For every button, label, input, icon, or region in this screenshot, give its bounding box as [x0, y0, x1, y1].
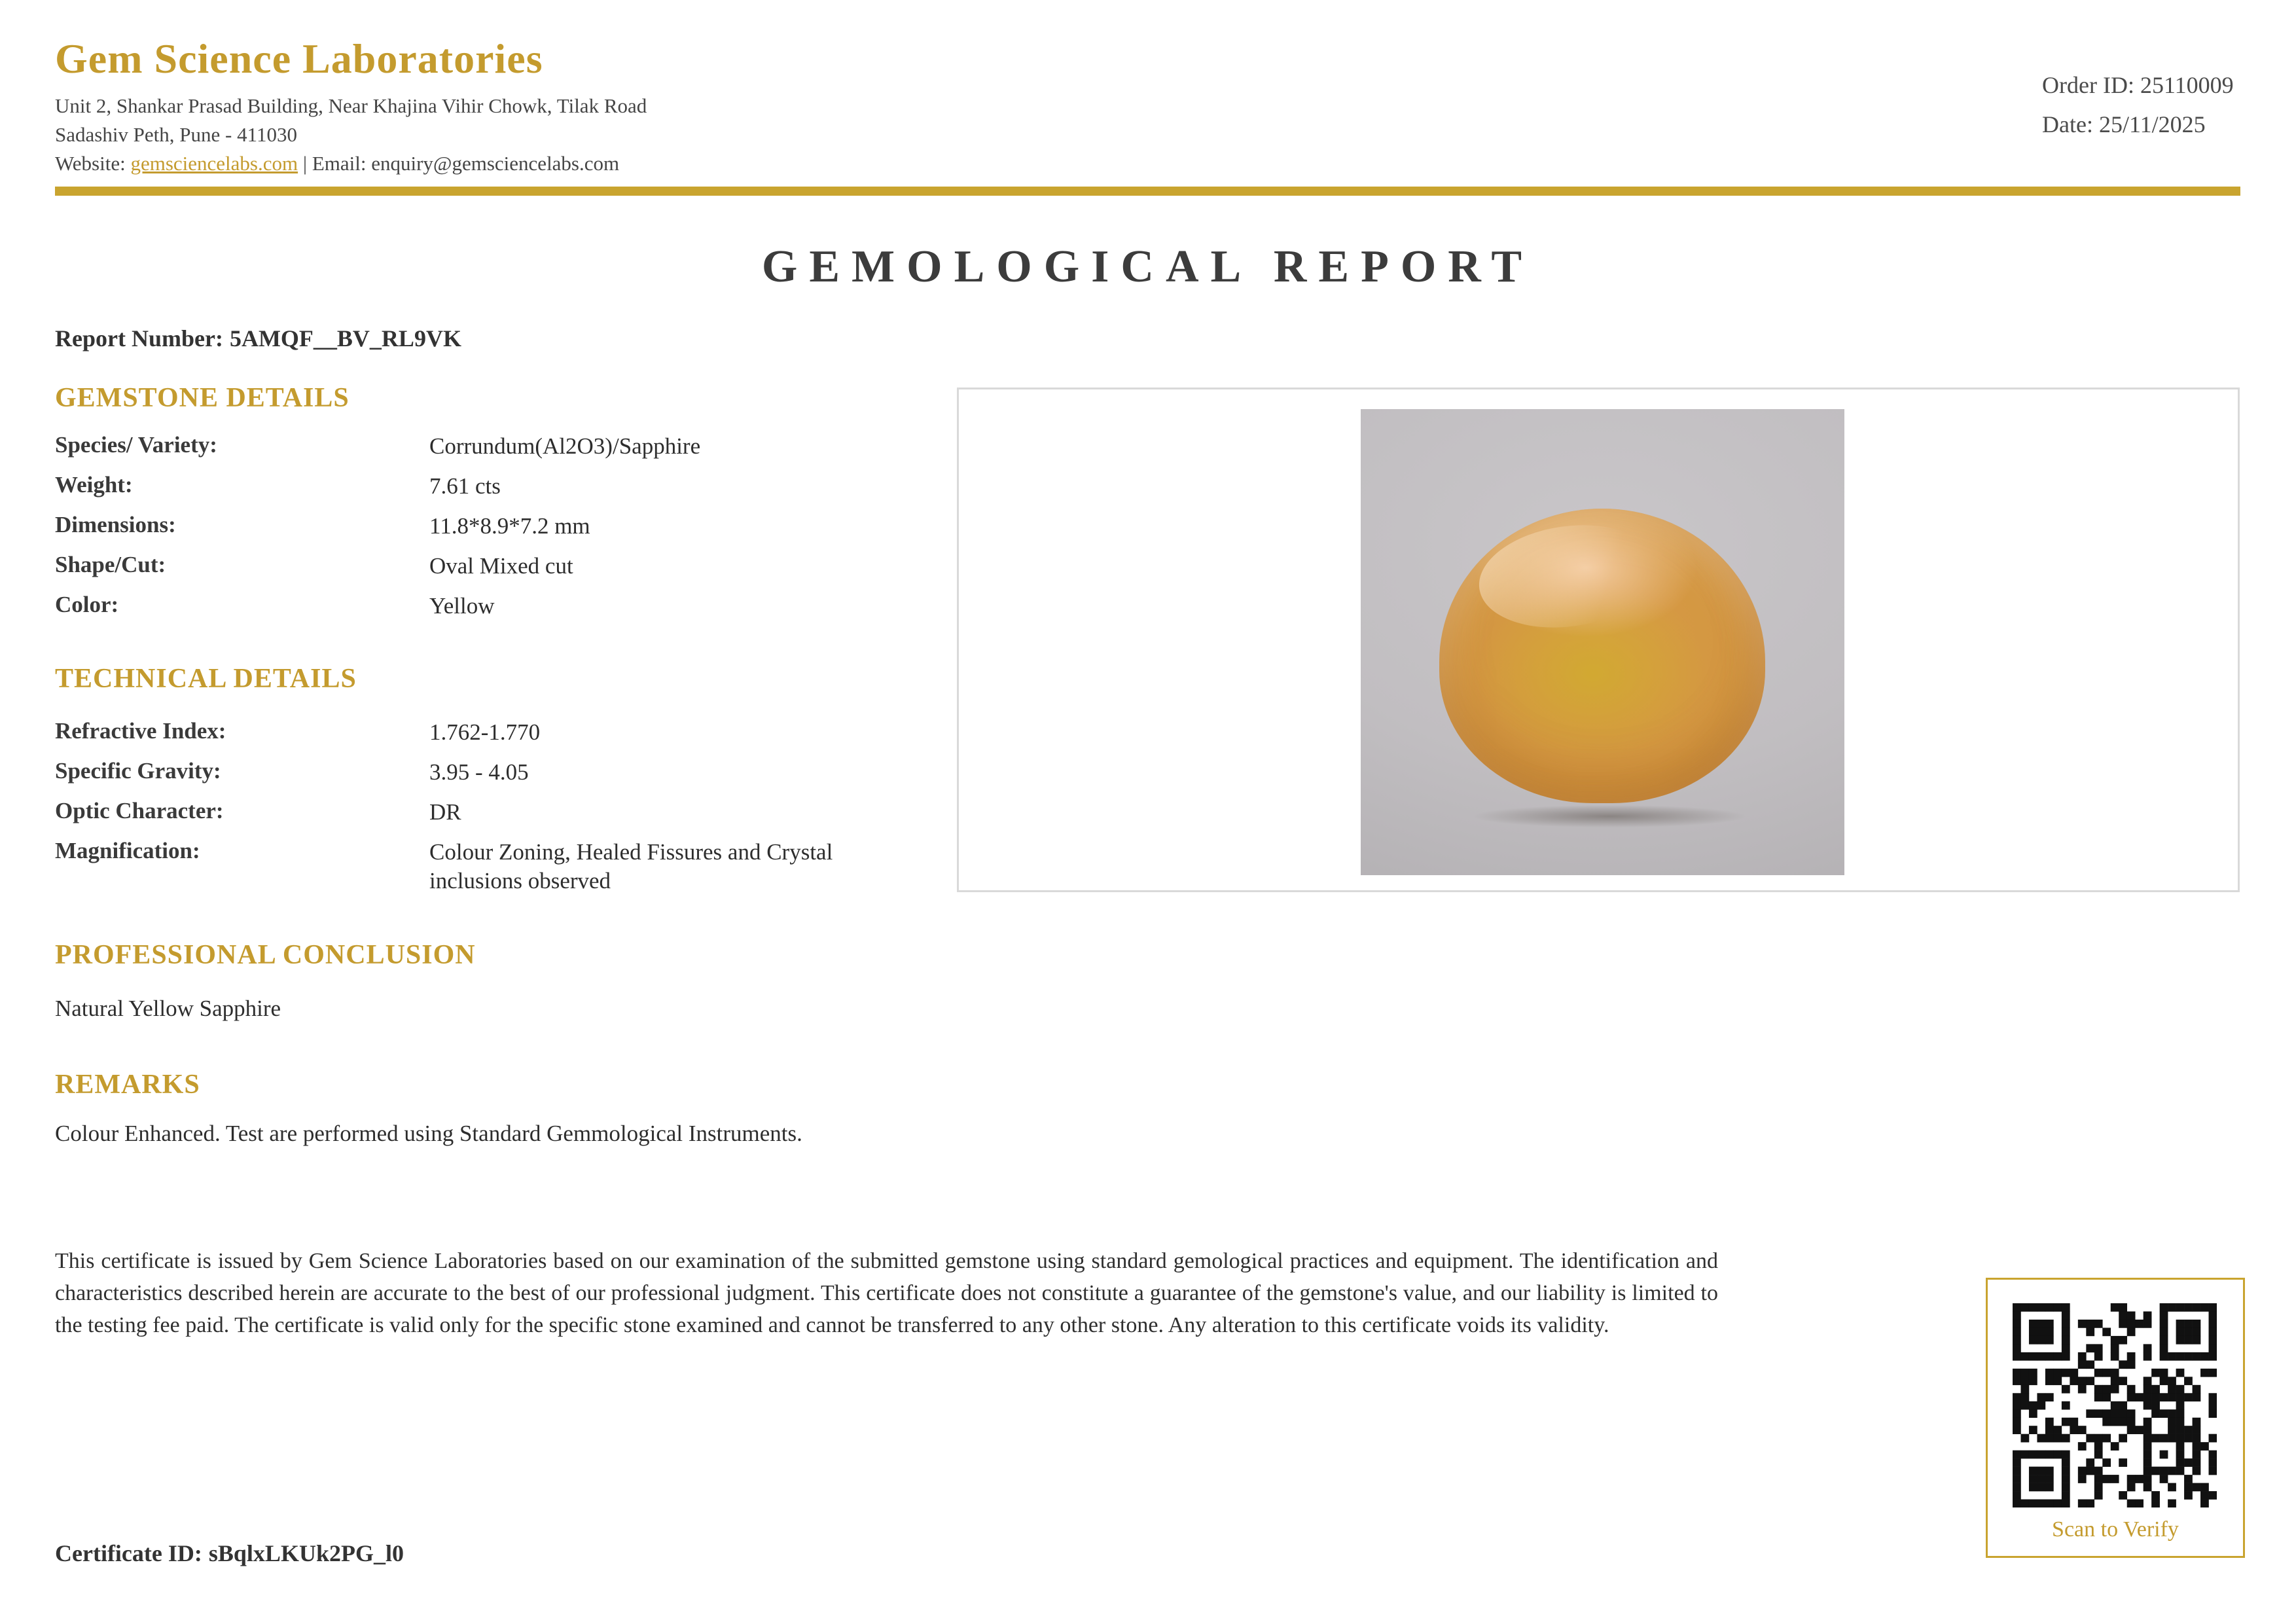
detail-label: Optic Character:: [55, 798, 224, 823]
email-address: enquiry@gemsciencelabs.com: [371, 152, 620, 175]
report-date: Date: 25/11/2025: [2042, 111, 2206, 137]
detail-label: Shape/Cut:: [55, 552, 166, 577]
table-row: [55, 592, 700, 621]
certificate-id: [55, 1540, 410, 1567]
qr-caption: Scan to Verify: [2052, 1517, 2179, 1542]
table-row: [55, 758, 888, 787]
remarks-text: Colour Enhanced. Test are performed using Standard Gemmological Instruments.: [55, 1121, 802, 1146]
detail-value: Oval Mixed cut: [429, 553, 573, 579]
detail-value: Yellow: [429, 593, 495, 619]
email-label: Email:: [312, 152, 367, 175]
qr-code-icon: [2013, 1303, 2217, 1507]
section-heading-remarks: REMARKS: [55, 1070, 200, 1100]
website-label: Website:: [55, 152, 126, 175]
disclaimer-text: This certificate is issued by Gem Science Laboratories based on our examination of the submitted gemstone using standard gemological practices and equipment. The identification and characteristics described herein are accurate to the best of our professional judgment. This certificate does not constitute a guarantee of the gemstone's value, and our liability is limited to the testing fee paid. The certificate is valid only for the specific stone examined and cannot be transferred to any other stone. Any alteration to this certificate voids its validity.: [55, 1249, 1718, 1337]
certificate-id-value: sBqlxLKUk2PG_l0: [208, 1540, 404, 1566]
gemstone-details-table: [55, 432, 700, 632]
header-divider-bar: [55, 187, 2240, 196]
detail-value: 11.8*8.9*7.2 mm: [429, 513, 590, 539]
detail-label: Weight:: [55, 472, 133, 497]
detail-label: Specific Gravity:: [55, 758, 221, 784]
address-line-2: Sadashiv Peth, Pune - 411030: [55, 123, 297, 146]
section-heading-professional-conclusion: PROFESSIONAL CONCLUSION: [55, 940, 476, 970]
table-row: [55, 512, 700, 541]
table-row: [55, 472, 700, 501]
detail-label: Refractive Index:: [55, 718, 226, 744]
gemstone-shadow: [1420, 801, 1799, 832]
contact-line: [55, 149, 647, 178]
report-number: [55, 325, 468, 352]
detail-value: 3.95 - 4.05: [429, 759, 529, 785]
section-heading-gemstone-details: GEMSTONE DETAILS: [55, 383, 350, 413]
table-row: [55, 552, 700, 581]
detail-value: Colour Zoning, Healed Fissures and Crystal inclusions observed: [429, 839, 833, 893]
qr-verify-box: [1986, 1278, 2245, 1558]
page-title: GEMOLOGICAL REPORT: [761, 242, 1534, 292]
detail-label: Magnification:: [55, 838, 200, 863]
detail-label: Dimensions:: [55, 512, 176, 537]
table-row: [55, 432, 700, 461]
detail-label: Color:: [55, 592, 119, 617]
table-row: [55, 838, 888, 895]
technical-details-table: [55, 718, 888, 907]
gemstone-image: [1439, 509, 1765, 803]
detail-value: DR: [429, 799, 461, 825]
website-link[interactable]: gemsciencelabs.com: [130, 152, 298, 175]
conclusion-text: Natural Yellow Sapphire: [55, 996, 281, 1021]
certificate-id-label: Certificate ID:: [55, 1540, 202, 1566]
report-number-label: Report Number:: [55, 325, 223, 352]
detail-label: Species/ Variety:: [55, 432, 217, 458]
gemstone-image-frame: [957, 388, 2240, 892]
section-heading-technical-details: TECHNICAL DETAILS: [55, 664, 357, 694]
header-left: [55, 34, 647, 178]
table-row: [55, 718, 888, 747]
contact-separator: |: [302, 152, 308, 175]
address-line-1: Unit 2, Shankar Prasad Building, Near Khajina Vihir Chowk, Tilak Road: [55, 94, 647, 117]
detail-value: Corrundum(Al2O3)/Sapphire: [429, 433, 701, 459]
header-right: [2042, 65, 2234, 144]
report-number-value: 5AMQF__BV_RL9VK: [229, 325, 461, 352]
order-id: Order ID: 25110009: [2042, 72, 2234, 98]
detail-value: 1.762-1.770: [429, 719, 541, 745]
table-row: [55, 798, 888, 827]
detail-value: 7.61 cts: [429, 473, 501, 499]
gemstone-photo: [1361, 409, 1844, 875]
company-name: Gem Science Laboratories: [55, 35, 543, 82]
